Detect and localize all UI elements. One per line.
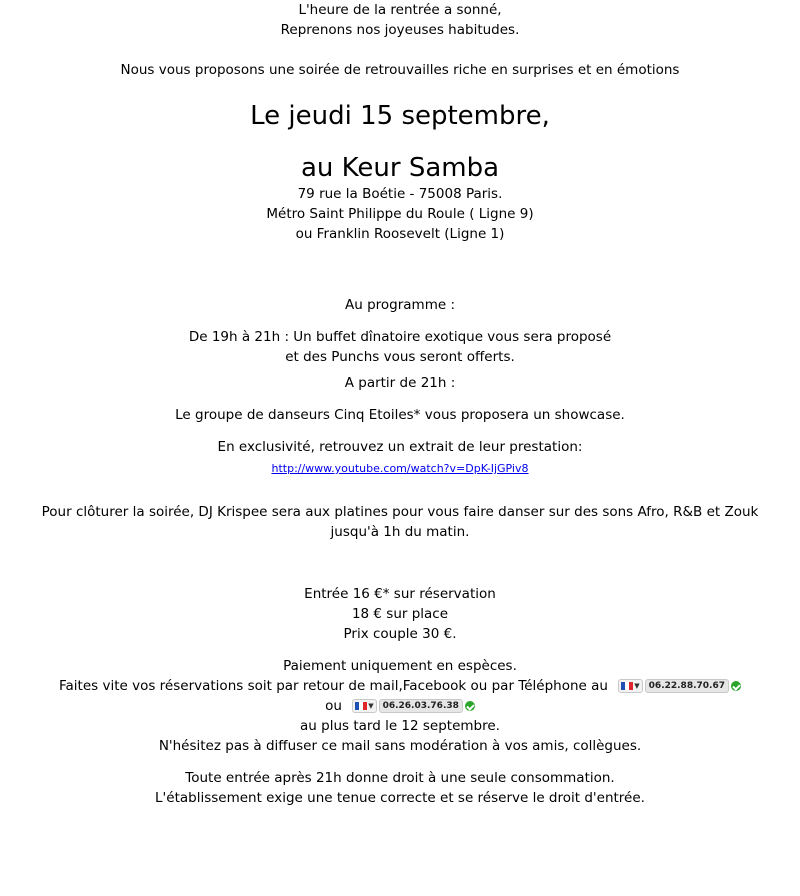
venue-name: au Keur Samba [300, 153, 500, 183]
call-icon[interactable] [465, 701, 475, 711]
phone-number-1[interactable]: 06.22.88.70.67 [645, 679, 729, 693]
or-text: ou [325, 698, 342, 714]
france-flag-icon [355, 702, 367, 710]
event-date: Le jeudi 15 septembre, [250, 101, 550, 131]
closing-line-2: jusqu'à 1h du matin. [330, 524, 470, 540]
phone-widget-2[interactable] [352, 699, 475, 713]
program-heading: Au programme : [344, 297, 455, 313]
share-line: N'hésitez pas à diffuser ce mail sans modération à vos amis, collègues. [158, 738, 642, 754]
payment-cash: Paiement uniquement en espèces. [283, 658, 517, 674]
showcase-line: Le groupe de danseurs Cinq Etoiles* vous proposera un showcase. [175, 407, 625, 423]
closing-line-1: Pour clôturer la soirée, DJ Krispee sera aux platines pour vous faire danser sur des sons Afro, R&B et Zouk [41, 504, 759, 520]
venue-address: 79 rue la Boétie - 75008 Paris. [297, 186, 503, 202]
youtube-link[interactable]: http://www.youtube.com/watch?v=DpK-IjGPiv8 [271, 462, 529, 475]
price-on-site: 18 € sur place [351, 606, 449, 622]
from-21h: A partir de 21h : [344, 375, 456, 391]
buffet-line-2: et des Punchs vous seront offerts. [285, 349, 515, 365]
call-icon[interactable] [731, 681, 741, 691]
phone-widget-1[interactable] [618, 679, 741, 693]
price-couple: Prix couple 30 €. [343, 626, 457, 642]
metro-line-2: ou Franklin Roosevelt (Ligne 1) [295, 226, 505, 242]
intro-line-3: Nous vous proposons une soirée de retrouvailles riche en surprises et en émotions [120, 62, 680, 78]
metro-line-1: Métro Saint Philippe du Roule ( Ligne 9) [266, 206, 534, 222]
intro-line-2: Reprenons nos joyeuses habitudes. [280, 22, 520, 38]
rules-line-2: L'établissement exige une tenue correcte et se réserve le droit d'entrée. [155, 790, 645, 806]
reservation-line [0, 676, 800, 696]
intro-line-1: L'heure de la rentrée a sonné, [298, 2, 502, 18]
chevron-down-icon: ▼ [368, 702, 374, 710]
deadline-line: au plus tard le 12 septembre. [300, 718, 500, 734]
chevron-down-icon: ▼ [634, 682, 640, 690]
france-flag-icon [621, 682, 633, 690]
or-line [0, 696, 800, 716]
phone-number-2[interactable]: 06.26.03.76.38 [379, 699, 463, 713]
rules-line-1: Toute entrée après 21h donne droit à une seule consommation. [185, 770, 615, 786]
exclusive-line: En exclusivité, retrouvez un extrait de leur prestation: [217, 439, 583, 455]
buffet-line-1: De 19h à 21h : Un buffet dînatoire exotique vous sera proposé [188, 329, 612, 345]
country-selector-1[interactable] [618, 679, 642, 693]
price-reservation: Entrée 16 €* sur réservation [304, 586, 496, 602]
reservation-text: Faites vite vos réservations soit par retour de mail,Facebook ou par Téléphone au [59, 678, 608, 694]
country-selector-2[interactable] [352, 699, 376, 713]
